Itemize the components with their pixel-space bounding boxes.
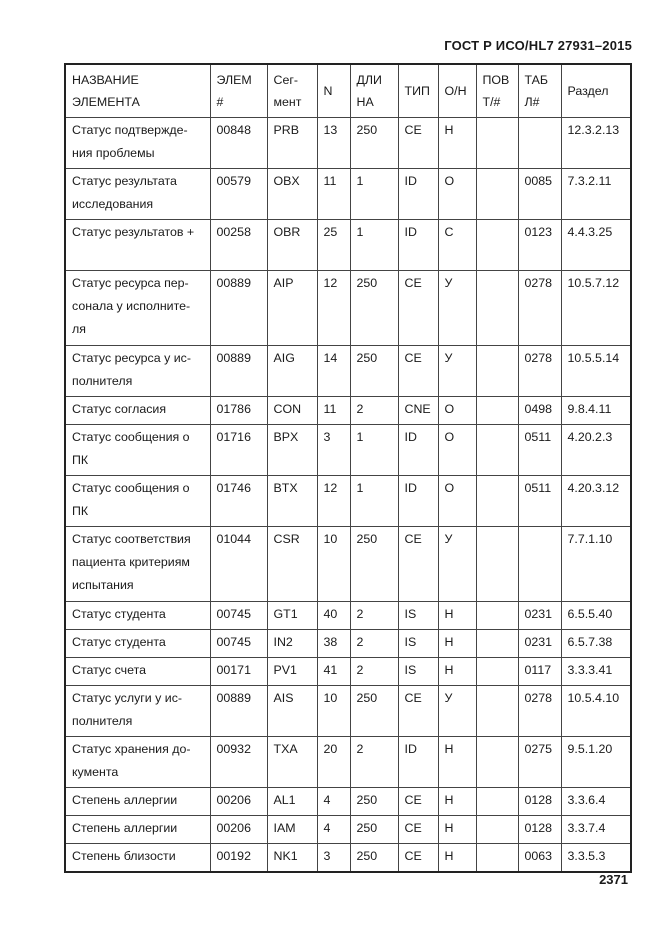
cell-type: CE	[398, 843, 438, 872]
cell-section: 3.3.5.3	[561, 843, 631, 872]
cell-name: Статус счета	[65, 657, 210, 685]
col-header-optionality: О/Н	[438, 64, 476, 117]
cell-segment: IAM	[267, 815, 317, 843]
cell-optionality: Н	[438, 787, 476, 815]
cell-optionality: О	[438, 424, 476, 475]
cell-segment: PRB	[267, 117, 317, 168]
cell-section: 4.20.2.3	[561, 424, 631, 475]
table-row	[65, 424, 631, 475]
cell-segment: OBR	[267, 219, 317, 270]
cell-section: 9.5.1.20	[561, 736, 631, 787]
document-code: ГОСТ Р ИСО/HL7 27931–2015	[444, 38, 632, 53]
cell-length: 250	[350, 345, 398, 396]
cell-repeat	[476, 270, 518, 345]
cell-name: Степень близости	[65, 843, 210, 872]
cell-table: 0498	[518, 396, 561, 424]
cell-optionality: Н	[438, 601, 476, 629]
cell-repeat	[476, 787, 518, 815]
cell-section: 10.5.4.10	[561, 685, 631, 736]
cell-elem: 00258	[210, 219, 267, 270]
cell-table: 0275	[518, 736, 561, 787]
cell-repeat	[476, 475, 518, 526]
cell-elem: 01716	[210, 424, 267, 475]
col-header-repeat: ПОВ Т/#	[476, 64, 518, 117]
cell-name: Статус услуги у ис-полнителя	[65, 685, 210, 736]
cell-name: Статус результата исследования	[65, 168, 210, 219]
cell-length: 2	[350, 396, 398, 424]
cell-section: 3.3.6.4	[561, 787, 631, 815]
cell-name: Статус соответствия пациента критериям испытания	[65, 526, 210, 601]
cell-type: ID	[398, 168, 438, 219]
cell-n: 3	[317, 424, 350, 475]
cell-optionality: У	[438, 526, 476, 601]
cell-type: CE	[398, 685, 438, 736]
cell-segment: AIP	[267, 270, 317, 345]
cell-repeat	[476, 601, 518, 629]
cell-elem: 01746	[210, 475, 267, 526]
cell-length: 250	[350, 787, 398, 815]
cell-n: 13	[317, 117, 350, 168]
cell-elem: 00579	[210, 168, 267, 219]
cell-elem: 00192	[210, 843, 267, 872]
table-row	[65, 117, 631, 168]
cell-repeat	[476, 815, 518, 843]
cell-type: IS	[398, 657, 438, 685]
cell-table	[518, 117, 561, 168]
cell-name: Статус подтвержде-ния проблемы	[65, 117, 210, 168]
cell-section: 9.8.4.11	[561, 396, 631, 424]
table-row	[65, 685, 631, 736]
table-row	[65, 475, 631, 526]
table-row	[65, 526, 631, 601]
cell-n: 38	[317, 629, 350, 657]
cell-segment: AL1	[267, 787, 317, 815]
table-row	[65, 657, 631, 685]
cell-repeat	[476, 843, 518, 872]
cell-segment: BTX	[267, 475, 317, 526]
cell-n: 10	[317, 526, 350, 601]
cell-name: Статус студента	[65, 629, 210, 657]
cell-table	[518, 526, 561, 601]
table-row	[65, 629, 631, 657]
table-row	[65, 345, 631, 396]
cell-name: Статус студента	[65, 601, 210, 629]
cell-repeat	[476, 424, 518, 475]
cell-section: 3.3.7.4	[561, 815, 631, 843]
cell-name: Статус результатов +	[65, 219, 210, 270]
cell-section: 7.7.1.10	[561, 526, 631, 601]
cell-type: CNE	[398, 396, 438, 424]
cell-table: 0278	[518, 270, 561, 345]
cell-optionality: С	[438, 219, 476, 270]
cell-optionality: У	[438, 345, 476, 396]
cell-elem: 00932	[210, 736, 267, 787]
cell-elem: 00745	[210, 601, 267, 629]
cell-repeat	[476, 736, 518, 787]
cell-optionality: Н	[438, 815, 476, 843]
table-row	[65, 270, 631, 345]
cell-repeat	[476, 657, 518, 685]
cell-elem: 00889	[210, 345, 267, 396]
cell-section: 3.3.3.41	[561, 657, 631, 685]
cell-optionality: Н	[438, 657, 476, 685]
cell-table: 0128	[518, 815, 561, 843]
cell-repeat	[476, 396, 518, 424]
cell-elem: 01786	[210, 396, 267, 424]
cell-segment: AIS	[267, 685, 317, 736]
cell-optionality: О	[438, 396, 476, 424]
cell-segment: AIG	[267, 345, 317, 396]
cell-type: CE	[398, 270, 438, 345]
cell-repeat	[476, 685, 518, 736]
cell-segment: IN2	[267, 629, 317, 657]
col-header-length: ДЛИ НА	[350, 64, 398, 117]
col-header-table: ТАБ Л#	[518, 64, 561, 117]
cell-table: 0278	[518, 345, 561, 396]
cell-section: 4.20.3.12	[561, 475, 631, 526]
cell-segment: CON	[267, 396, 317, 424]
cell-segment: NK1	[267, 843, 317, 872]
cell-type: CE	[398, 787, 438, 815]
cell-elem: 00848	[210, 117, 267, 168]
cell-optionality: Н	[438, 117, 476, 168]
cell-n: 4	[317, 787, 350, 815]
cell-type: ID	[398, 736, 438, 787]
cell-optionality: О	[438, 168, 476, 219]
cell-segment: PV1	[267, 657, 317, 685]
cell-name: Статус согласия	[65, 396, 210, 424]
cell-n: 12	[317, 475, 350, 526]
cell-section: 10.5.7.12	[561, 270, 631, 345]
cell-name: Статус сообщения о ПК	[65, 424, 210, 475]
table-row	[65, 168, 631, 219]
col-header-n: N	[317, 64, 350, 117]
cell-optionality: У	[438, 270, 476, 345]
cell-length: 1	[350, 168, 398, 219]
table-row	[65, 815, 631, 843]
cell-length: 2	[350, 657, 398, 685]
cell-length: 1	[350, 424, 398, 475]
cell-elem: 01044	[210, 526, 267, 601]
table-row	[65, 787, 631, 815]
cell-repeat	[476, 526, 518, 601]
cell-type: IS	[398, 629, 438, 657]
cell-elem: 00206	[210, 787, 267, 815]
cell-type: CE	[398, 117, 438, 168]
table-row	[65, 219, 631, 270]
cell-elem: 00889	[210, 685, 267, 736]
cell-repeat	[476, 345, 518, 396]
cell-n: 41	[317, 657, 350, 685]
cell-name: Степень аллергии	[65, 787, 210, 815]
cell-length: 2	[350, 629, 398, 657]
cell-elem: 00745	[210, 629, 267, 657]
cell-section: 12.3.2.13	[561, 117, 631, 168]
cell-table: 0123	[518, 219, 561, 270]
cell-optionality: О	[438, 475, 476, 526]
data-element-table	[64, 63, 632, 873]
cell-n: 10	[317, 685, 350, 736]
cell-table: 0231	[518, 601, 561, 629]
cell-n: 11	[317, 168, 350, 219]
cell-length: 2	[350, 601, 398, 629]
cell-section: 4.4.3.25	[561, 219, 631, 270]
cell-type: CE	[398, 345, 438, 396]
cell-length: 2	[350, 736, 398, 787]
cell-section: 6.5.5.40	[561, 601, 631, 629]
cell-type: ID	[398, 219, 438, 270]
table-row	[65, 601, 631, 629]
cell-optionality: У	[438, 685, 476, 736]
cell-name: Статус хранения до-кумента	[65, 736, 210, 787]
table-row	[65, 396, 631, 424]
cell-type: ID	[398, 424, 438, 475]
cell-table: 0511	[518, 475, 561, 526]
cell-elem: 00889	[210, 270, 267, 345]
cell-table: 0128	[518, 787, 561, 815]
cell-n: 25	[317, 219, 350, 270]
table-header-row	[65, 64, 631, 117]
cell-segment: GT1	[267, 601, 317, 629]
cell-table: 0278	[518, 685, 561, 736]
cell-section: 6.5.7.38	[561, 629, 631, 657]
cell-segment: TXA	[267, 736, 317, 787]
cell-elem: 00171	[210, 657, 267, 685]
cell-n: 20	[317, 736, 350, 787]
cell-optionality: Н	[438, 736, 476, 787]
cell-section: 10.5.5.14	[561, 345, 631, 396]
cell-name: Статус ресурса пер-сонала у исполните-ля	[65, 270, 210, 345]
cell-section: 7.3.2.11	[561, 168, 631, 219]
cell-n: 12	[317, 270, 350, 345]
table-row	[65, 843, 631, 872]
cell-length: 250	[350, 843, 398, 872]
cell-length: 250	[350, 117, 398, 168]
cell-type: ID	[398, 475, 438, 526]
cell-segment: BPX	[267, 424, 317, 475]
cell-name: Степень аллергии	[65, 815, 210, 843]
cell-n: 4	[317, 815, 350, 843]
cell-segment: CSR	[267, 526, 317, 601]
cell-n: 40	[317, 601, 350, 629]
col-header-section: Раздел	[561, 64, 631, 117]
cell-table: 0085	[518, 168, 561, 219]
cell-table: 0231	[518, 629, 561, 657]
col-header-type: ТИП	[398, 64, 438, 117]
cell-length: 250	[350, 270, 398, 345]
cell-segment: OBX	[267, 168, 317, 219]
cell-optionality: Н	[438, 843, 476, 872]
cell-length: 250	[350, 526, 398, 601]
cell-name: Статус ресурса у ис-полнителя	[65, 345, 210, 396]
cell-table: 0511	[518, 424, 561, 475]
cell-length: 250	[350, 815, 398, 843]
cell-optionality: Н	[438, 629, 476, 657]
cell-length: 250	[350, 685, 398, 736]
cell-repeat	[476, 168, 518, 219]
cell-type: IS	[398, 601, 438, 629]
cell-type: CE	[398, 526, 438, 601]
cell-n: 3	[317, 843, 350, 872]
cell-table: 0063	[518, 843, 561, 872]
cell-n: 11	[317, 396, 350, 424]
cell-elem: 00206	[210, 815, 267, 843]
col-header-elem: ЭЛЕМ #	[210, 64, 267, 117]
cell-repeat	[476, 629, 518, 657]
cell-n: 14	[317, 345, 350, 396]
cell-type: CE	[398, 815, 438, 843]
cell-repeat	[476, 219, 518, 270]
table-row	[65, 736, 631, 787]
cell-name: Статус сообщения о ПК	[65, 475, 210, 526]
page-number: 2371	[599, 872, 628, 887]
cell-length: 1	[350, 219, 398, 270]
cell-repeat	[476, 117, 518, 168]
cell-length: 1	[350, 475, 398, 526]
col-header-segment: Сег-мент	[267, 64, 317, 117]
cell-table: 0117	[518, 657, 561, 685]
col-header-name: НАЗВАНИЕ ЭЛЕМЕНТА	[65, 64, 210, 117]
